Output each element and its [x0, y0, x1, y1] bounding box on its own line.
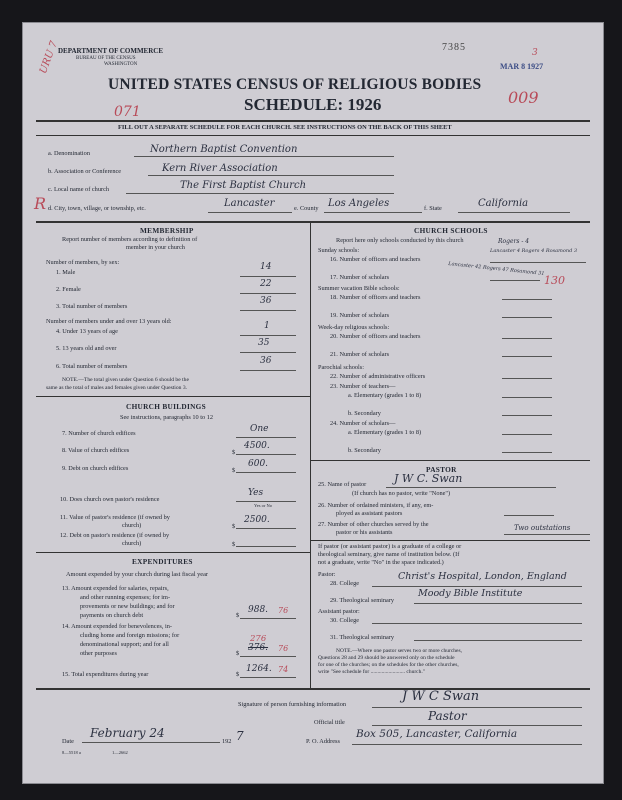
q2-value: 22 — [260, 279, 272, 289]
q27-label-b: pastor or his assistants — [336, 529, 393, 536]
received-date-stamp: MAR 8 1927 — [500, 62, 544, 71]
q12-label-b: church) — [122, 540, 142, 547]
q28-label: 28. College — [330, 580, 360, 587]
schedule-title: SCHEDULE: 1926 — [244, 95, 382, 114]
serial-number: 7385 — [442, 42, 466, 53]
association-value: Kern River Association — [162, 163, 278, 174]
pastor-section-title: PASTOR — [426, 465, 457, 474]
q27-label: 27. Number of other churches served by the — [318, 521, 429, 528]
denomination-value: Northern Baptist Convention — [150, 144, 298, 155]
q28-value: Christ's Hospital, London, England — [398, 571, 567, 582]
q15-cents: 74 — [278, 665, 289, 674]
parochial-label: Parochial schools: — [318, 364, 364, 371]
q13-line-c: provements or new buildings; and for — [80, 603, 175, 610]
q9-value: 600. — [248, 459, 269, 469]
q24-label: 24. Number of scholars— — [330, 420, 396, 427]
q15-label: 15. Total expenditures during year — [62, 671, 149, 678]
q3-value: 36 — [260, 296, 272, 306]
red-r-mark: R — [34, 194, 47, 213]
city-field-label: d. City, town, village, or township, etc. — [48, 205, 146, 212]
membership-sub2: member in your church — [126, 244, 185, 251]
q3-label: 3. Total number of members — [56, 303, 128, 310]
q1-value: 14 — [260, 262, 272, 272]
q17-total: 130 — [544, 274, 565, 287]
q31-label: 31. Theological seminary — [330, 634, 395, 641]
q11-label-b: church) — [122, 522, 142, 529]
q13-value: 988. — [248, 605, 269, 615]
q15-dollar: $ — [236, 671, 240, 678]
po-address-value: Box 505, Lancaster, California — [356, 728, 518, 740]
q24a-label: a. Elementary (grades 1 to 8) — [348, 429, 422, 436]
q11-dollar: $ — [232, 523, 236, 530]
assistant-subhead: Assistant pastor: — [318, 608, 360, 615]
schools-sub: Report here only schools conducted by this church — [336, 237, 464, 244]
q9-label: 9. Debt on church edifices — [62, 465, 129, 472]
q18-label: 18. Number of officers and teachers — [330, 294, 421, 301]
q21-label: 21. Number of scholars — [330, 351, 390, 358]
corner-handwritten-note: URU 7 — [37, 39, 60, 76]
q19-label: 19. Number of scholars — [330, 312, 390, 319]
age-head-label: Number of members under and over 13 years old: — [46, 318, 172, 325]
membership-section-title: MEMBERSHIP — [140, 226, 194, 235]
q14-original: 376. — [248, 643, 269, 653]
pastor-note-4: write "See schedule for ......................... church." — [318, 669, 425, 675]
expenditures-sub: Amount expended by your church during last fiscal year — [66, 571, 208, 578]
q26-label: 26. Number of ordained ministers, if any, em- — [318, 502, 434, 509]
official-title-value: Pastor — [428, 709, 467, 723]
state-label: f. State — [424, 205, 442, 212]
date-value: February 24 — [90, 726, 165, 740]
pastor-subhead: Pastor: — [318, 571, 336, 578]
q5-value: 35 — [258, 338, 270, 348]
pastor-note-2: Questions 28 and 29 should be answered only on the schedule — [318, 655, 455, 661]
q1-label: 1. Male — [56, 269, 76, 276]
q15-value: 1264. — [246, 664, 272, 674]
q10-hint: Yes or No — [254, 503, 273, 508]
q29-label: 29. Theological seminary — [330, 597, 395, 604]
q13-line-b: and other running expenses; for im- — [80, 594, 171, 601]
q8-label: 8. Value of church edifices — [62, 447, 130, 454]
q4-label: 4. Under 13 years of age — [56, 328, 118, 335]
membership-note-1: NOTE.—The total given under Question 6 should be the — [62, 377, 189, 383]
q25-value: J W C. Swan — [394, 472, 463, 485]
bureau-label: BUREAU OF THE CENSUS — [76, 56, 136, 61]
weekday-label: Week-day religious schools: — [318, 324, 390, 331]
local-name-label: c. Local name of church — [48, 186, 110, 193]
by-sex-label: Number of members, by sex: — [46, 259, 120, 266]
official-title-label: Official title — [314, 719, 345, 726]
q13-line-d: payments on church debt — [80, 612, 144, 619]
q7-label: 7. Number of church edifices — [62, 430, 136, 437]
q2-label: 2. Female — [56, 286, 81, 293]
q20-label: 20. Number of officers and teachers — [330, 333, 421, 340]
form-number: 8—5518 a — [62, 750, 81, 755]
q14-correction: 276 — [250, 634, 267, 644]
q13-line-a: 13. Amount expended for salaries, repairs, — [62, 585, 169, 592]
q27-value: Two outstations — [514, 524, 571, 532]
q25-note: (If church has no pastor, write "None") — [352, 490, 451, 497]
q12-dollar: $ — [232, 541, 236, 548]
membership-sub: Report number of members according to definition of — [62, 236, 198, 243]
q8-dollar: $ — [232, 449, 236, 456]
form-title: UNITED STATES CENSUS OF RELIGIOUS BODIES — [108, 76, 482, 93]
buildings-sub: See instructions, paragraphs 10 to 12 — [120, 414, 214, 421]
q17-value: Lancaster 42 Rogers 47 Rosamond 31 — [447, 260, 545, 278]
q8-value: 4500. — [244, 441, 270, 451]
city-value: Lancaster — [224, 198, 275, 209]
q14-dollar: $ — [236, 650, 240, 657]
q25-label: 25. Name of pastor — [318, 481, 367, 488]
q13-dollar: $ — [236, 612, 240, 619]
q11-value: 2500. — [244, 515, 270, 525]
association-label: b. Association or Conference — [48, 168, 122, 175]
q7-value: One — [250, 424, 269, 434]
pastor-note-3: for one of the churches; on the schedules for the other churches, — [318, 662, 459, 668]
year-value: 7 — [236, 729, 244, 743]
expenditures-section-title: EXPENDITURES — [132, 557, 193, 566]
q14-line-b: cluding home and foreign missions; for — [80, 632, 180, 639]
vacation-label: Summer vacation Bible schools: — [318, 285, 400, 292]
q14-cents: 76 — [278, 644, 289, 653]
graduate-note-3: not a graduate, write "No" in the space indicated.) — [318, 559, 444, 566]
q16-value: Lancaster 4 Rogers 4 Rosamond 3 — [490, 248, 578, 254]
q10-value: Yes — [248, 488, 264, 498]
q14-line-d: other purposes — [80, 650, 117, 657]
q10-label: 10. Does church own pastor's residence — [60, 496, 160, 503]
left-red-number: 071 — [114, 104, 141, 120]
q23b-label: b. Secondary — [348, 410, 381, 417]
q13-cents: 76 — [278, 606, 289, 615]
q9-dollar: $ — [232, 467, 236, 474]
q30-label: 30. College — [330, 617, 360, 624]
q14-line-c: denominational support; and for all — [80, 641, 169, 648]
pastor-note-1: NOTE.—Where one pastor serves two or more churches, — [336, 648, 462, 654]
sunday-schools-label: Sunday schools: — [318, 247, 360, 254]
q29-value: Moody Bible Institute — [418, 588, 523, 599]
q23a-label: a. Elementary (grades 1 to 8) — [348, 392, 422, 399]
county-value: Los Angeles — [328, 198, 390, 209]
signature-label: Signature of person furnishing information — [238, 701, 347, 708]
year-prefix: 192 — [222, 738, 232, 745]
q5-label: 5. 13 years old and over — [56, 345, 117, 352]
denomination-label: a. Denomination — [48, 150, 90, 157]
instruction-line: FILL OUT A SEPARATE SCHEDULE FOR EACH CHURCH. SEE INSTRUCTIONS ON THE BACK OF THIS SHEET — [118, 124, 452, 131]
schools-section-title: CHURCH SCHOOLS — [414, 226, 488, 235]
q16-note: Rogers - 4 — [498, 238, 530, 245]
graduate-note-2: theological seminary, give name of institution below. (If — [318, 551, 460, 558]
q24b-label: b. Secondary — [348, 447, 381, 454]
county-label: e. County — [294, 205, 319, 212]
q11-label: 11. Value of pastor's residence (if owned by — [60, 514, 170, 521]
membership-note-2: same as the total of males and females given under Question 3. — [46, 385, 188, 391]
q16-label: 16. Number of officers and teachers — [330, 256, 421, 263]
census-schedule-sheet — [22, 22, 604, 784]
q26-label-b: ployed as assistant pastors — [336, 510, 403, 517]
stamp-small-mark: 3 — [532, 48, 538, 58]
graduate-note-1: If pastor (or assistant pastor) is a graduate of a college or — [318, 543, 462, 550]
local-name-value: The First Baptist Church — [180, 180, 307, 191]
city-label: WASHINGTON — [104, 62, 138, 67]
q22-label: 22. Number of administrative officers — [330, 373, 426, 380]
department-label: DEPARTMENT OF COMMERCE — [58, 47, 164, 55]
signature-value: J W C Swan — [402, 689, 480, 704]
state-value: California — [478, 198, 529, 209]
q6-label: 6. Total number of members — [56, 363, 128, 370]
buildings-section-title: CHURCH BUILDINGS — [126, 402, 207, 411]
date-label: Date — [62, 738, 74, 745]
q6-value: 36 — [260, 356, 272, 366]
form-number-2: 1—2662 — [112, 750, 128, 755]
q23-label: 23. Number of teachers— — [330, 383, 396, 390]
q17-label: 17. Number of scholars — [330, 274, 390, 281]
q4-value: 1 — [264, 321, 270, 331]
q14-line-a: 14. Amount expended for benevolences, in- — [62, 623, 172, 630]
q12-label: 12. Debt on pastor's residence (if owned by — [60, 532, 170, 539]
po-address-label: P. O. Address — [306, 738, 340, 745]
right-red-number: 009 — [508, 88, 539, 107]
